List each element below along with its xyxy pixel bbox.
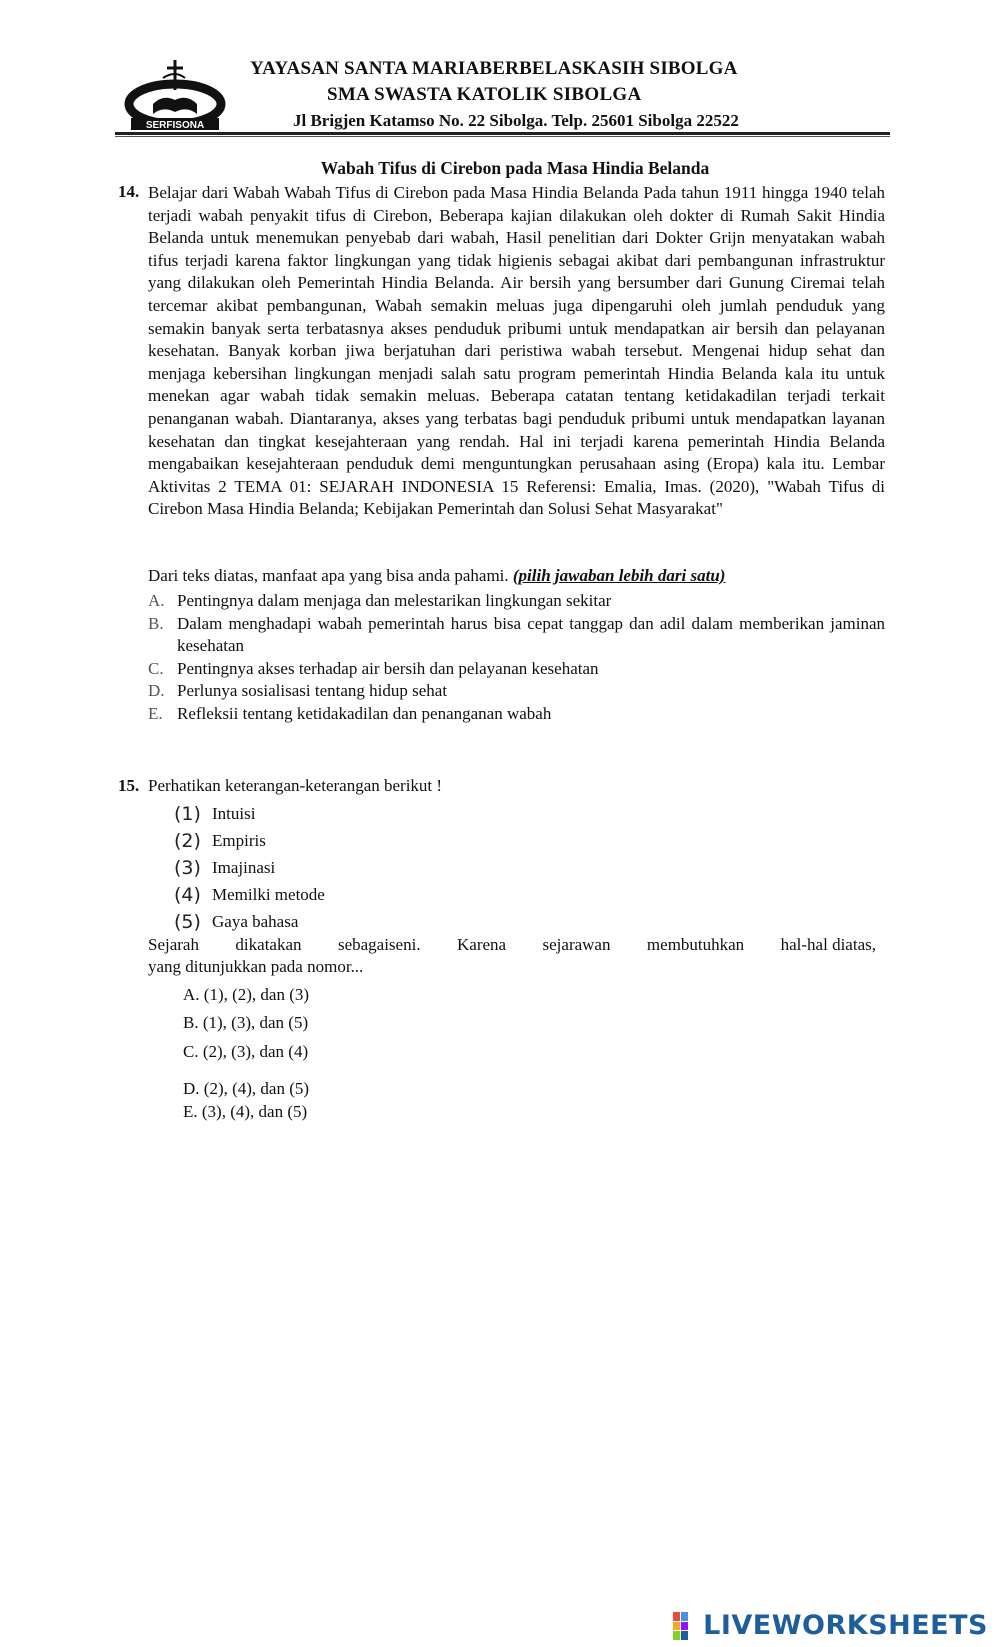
list-item	[174, 854, 325, 881]
item-text: Empiris	[212, 830, 266, 850]
option-text: Refleksii tentang ketidakadilan dan penanganan wabah	[177, 703, 552, 723]
question-15-title: Perhatikan keterangan-keterangan berikut !	[148, 776, 443, 795]
answer-d[interactable]: D. (2), (4), dan (5)	[183, 1079, 310, 1098]
item-number: (1)	[174, 802, 201, 825]
answer-c[interactable]: C. (2), (3), dan (4)	[183, 1042, 309, 1061]
option-text: Dalam menghadapi wabah pemerintah harus bisa cepat tanggap dan adil dalam memberikan jaminan kesehatan	[177, 613, 885, 656]
statement-line-2: yang ditunjukkan pada nomor...	[148, 957, 364, 976]
statement-word: sejarawan	[542, 935, 611, 954]
passage-text: Belajar dari Wabah Wabah Tifus di Cirebon pada Masa Hindia Belanda Pada tahun 1911 hingga 1940 telah terjadi wabah penyakit tifus di Cirebon, Beberapa kajian dilakukan oleh dokter di Rumah Sakit Hindia Belanda untuk menemukan penyebab dari wabah, Hasil penelitian dari Dokter Grijn menyatakan wabah tifus terjadi karena faktor lingkungan yang tidak higienis sebagai akibat dari pembangunan infrastruktur yang dilakukan oleh Pemerintah Hindia Belanda. Air bersih yang bersumber dari Gunung Ciremai telah tercemar akibat pembangunan, Wabah semakin meluas juga dipengaruhi oleh jumlah penduduk yang semakin banyak serta terbatasnya akses penduduk pribumi untuk mendapatkan air bersih dan pelayanan kesehatan. Banyak korban jiwa berjatuhan dari peristiwa wabah tersebut. Mengenai hidup sehat dan menjaga kebersihan lingkungan menjadi salah satu program pemerintah Hindia Belanda kala itu untuk menekan agar wabah tidak semakin meluas. Beberapa catatan tentang ketidakadilan terjadi terkait penanganan wabah. Diantaranya, akses yang terbatas bagi penduduk pribumi untuk mendapatkan layanan kesehatan dan tingkat kesejahteraan yang rendah. Hal ini terjadi karena pemerintah Hindia Belanda mengabaikan kesejahteraan penduduk demi menguntungkan perusahaan asing (Eropa) kala itu. Lembar Aktivitas 2 TEMA 01: SEJARAH INDONESIA 15 Referensi: Emalia, Imas. (2020), "Wabah Tifus di Cirebon Masa Hindia Belanda; Kebijakan Pemerintah dan Solusi Sehat Masyarakat"	[148, 183, 885, 519]
item-number: (3)	[174, 856, 201, 879]
option-c[interactable]	[148, 658, 885, 681]
foundation-name: YAYASAN SANTA MARIABERBELASKASIH SIBOLGA	[250, 58, 738, 79]
statement-word: Karena	[457, 935, 507, 954]
prompt-emphasis: (pilih jawaban lebih dari satu)	[512, 566, 726, 585]
header-divider	[115, 132, 890, 135]
answer-b[interactable]: B. (1), (3), dan (5)	[183, 1013, 309, 1032]
statement-word: hal-hal diatas,	[780, 935, 876, 954]
option-letter: D.	[148, 681, 165, 701]
option-letter: C.	[148, 658, 164, 678]
option-text: Perlunya sosialisasi tentang hidup sehat	[177, 681, 448, 701]
option-e[interactable]	[148, 703, 885, 726]
question-15-statement	[148, 934, 876, 978]
liveworksheets-logo-icon	[673, 1612, 697, 1640]
list-item	[174, 881, 325, 908]
statement-line-1	[148, 934, 876, 956]
logo-text: SERFISONA	[145, 120, 205, 131]
prompt-text: Dari teks diatas, manfaat apa yang bisa anda pahami.	[148, 566, 513, 585]
question-14-options	[148, 590, 885, 726]
list-item	[174, 827, 325, 854]
answer-a[interactable]: A. (1), (2), dan (3)	[183, 985, 310, 1004]
liveworksheets-watermark	[673, 1610, 988, 1641]
header-divider-thin	[115, 136, 890, 137]
list-item	[174, 800, 325, 827]
question-14-number: 14.	[118, 182, 140, 201]
item-number: (2)	[174, 829, 201, 852]
question-14-prompt	[148, 566, 725, 586]
question-15-items	[174, 800, 325, 935]
option-letter: A.	[148, 591, 165, 610]
item-number: (5)	[174, 910, 201, 933]
letterhead	[115, 50, 890, 136]
watermark-text: LIVEWORKSHEETS	[703, 1610, 988, 1641]
option-text: Pentingnya dalam menjaga dan melestarikan lingkungan sekitar	[177, 591, 612, 610]
item-number: (4)	[174, 883, 201, 906]
school-name: SMA SWASTA KATOLIK SIBOLGA	[327, 84, 642, 105]
option-text: Pentingnya akses terhadap air bersih dan pelayanan kesehatan	[177, 658, 599, 678]
option-a[interactable]	[148, 590, 885, 613]
statement-word: sebagaiseni.	[337, 935, 421, 954]
answer-e[interactable]: E. (3), (4), dan (5)	[183, 1102, 308, 1121]
statement-word: dikatakan	[235, 935, 302, 954]
statement-word: Sejarah	[148, 935, 199, 954]
statement-word: membutuhkan	[646, 935, 745, 954]
question-14-passage	[148, 182, 885, 521]
option-letter: B.	[148, 613, 164, 633]
list-item	[174, 908, 325, 935]
page-title: Wabah Tifus di Cirebon pada Masa Hindia Belanda	[320, 158, 710, 178]
option-letter: E.	[148, 703, 163, 723]
item-text: Intuisi	[212, 803, 256, 823]
option-b[interactable]	[148, 613, 885, 658]
option-d[interactable]	[148, 680, 885, 703]
school-address: Jl Brigjen Katamso No. 22 Sibolga. Telp. 25601 Sibolga 22522	[293, 111, 739, 130]
item-text: Gaya bahasa	[212, 911, 299, 931]
item-text: Memilki metode	[212, 884, 325, 904]
item-text: Imajinasi	[212, 857, 276, 877]
question-15-number: 15.	[118, 776, 140, 795]
school-logo	[123, 56, 227, 134]
